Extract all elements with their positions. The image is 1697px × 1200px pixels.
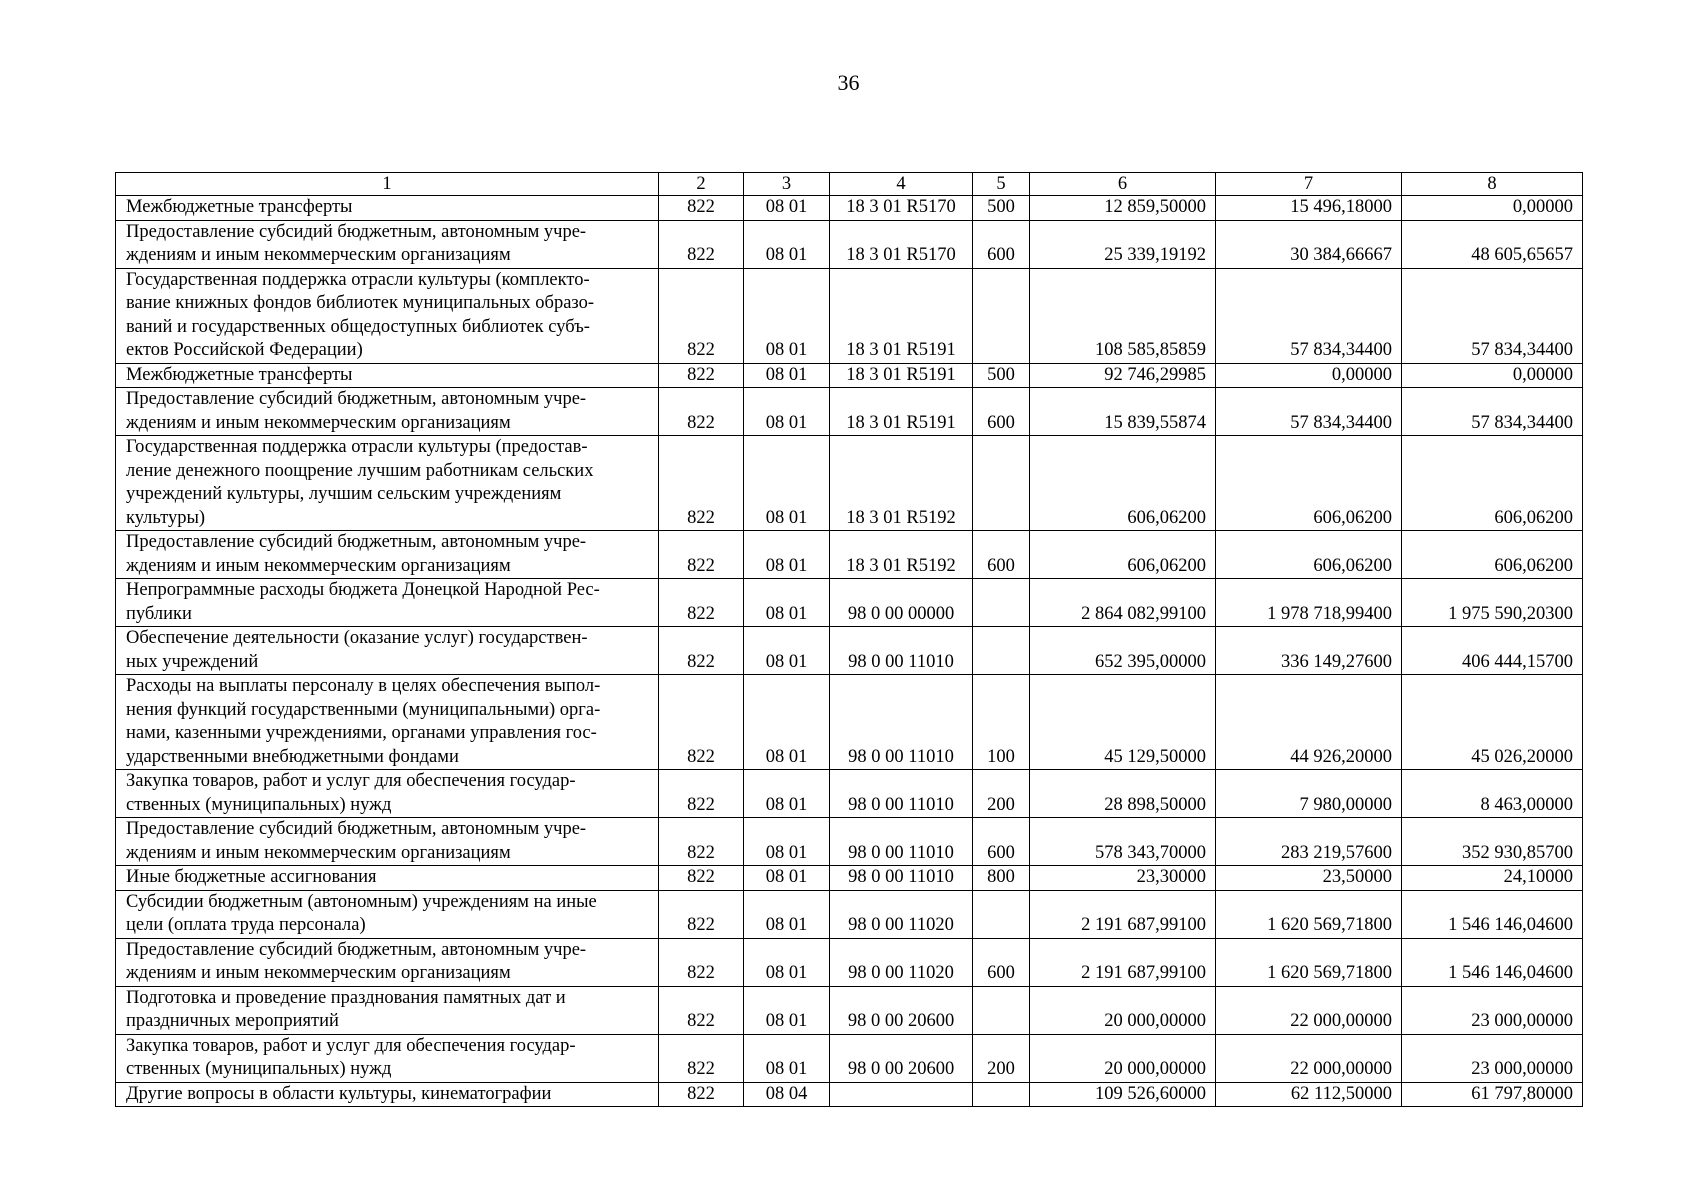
cell-section-code: 08 01 — [744, 866, 830, 891]
cell-expense-type: 200 — [973, 770, 1030, 818]
cell-amount-1: 23,30000 — [1030, 866, 1216, 891]
row-name-cell: Межбюджетные трансферты — [116, 363, 659, 388]
table-row — [116, 890, 1583, 938]
cell-ministry-code: 822 — [659, 818, 744, 866]
cell-target-article: 98 0 00 11010 — [830, 818, 973, 866]
cell-target-article: 18 3 01 R5191 — [830, 363, 973, 388]
row-name-cell: Государственная поддержка отрасли культуры (предостав- ление денежного поощрение лучшим работникам сельских учреждений культуры, лучшим сельским учреждениям культуры) — [116, 436, 659, 531]
cell-target-article: 18 3 01 R5192 — [830, 531, 973, 579]
cell-amount-1: 606,06200 — [1030, 436, 1216, 531]
cell-section-code: 08 01 — [744, 436, 830, 531]
cell-amount-1: 20 000,00000 — [1030, 986, 1216, 1034]
row-name-cell: Иные бюджетные ассигнования — [116, 866, 659, 891]
cell-amount-2: 57 834,34400 — [1216, 388, 1402, 436]
table-row — [116, 986, 1583, 1034]
table-row — [116, 627, 1583, 675]
cell-amount-2: 22 000,00000 — [1216, 986, 1402, 1034]
cell-section-code: 08 01 — [744, 770, 830, 818]
cell-amount-1: 20 000,00000 — [1030, 1034, 1216, 1082]
cell-section-code: 08 01 — [744, 627, 830, 675]
cell-amount-1: 108 585,85859 — [1030, 268, 1216, 363]
header-cell: 2 — [659, 173, 744, 196]
cell-amount-3: 0,00000 — [1402, 363, 1583, 388]
cell-amount-2: 606,06200 — [1216, 531, 1402, 579]
cell-section-code: 08 01 — [744, 220, 830, 268]
cell-amount-3: 24,10000 — [1402, 866, 1583, 891]
cell-amount-1: 45 129,50000 — [1030, 675, 1216, 770]
table-row — [116, 938, 1583, 986]
cell-amount-2: 283 219,57600 — [1216, 818, 1402, 866]
cell-amount-3: 57 834,34400 — [1402, 388, 1583, 436]
cell-amount-2: 1 620 569,71800 — [1216, 890, 1402, 938]
cell-expense-type: 500 — [973, 196, 1030, 221]
table-row — [116, 436, 1583, 531]
cell-amount-1: 2 191 687,99100 — [1030, 938, 1216, 986]
cell-expense-type — [973, 1082, 1030, 1107]
cell-amount-3: 0,00000 — [1402, 196, 1583, 221]
cell-ministry-code: 822 — [659, 675, 744, 770]
cell-amount-3: 352 930,85700 — [1402, 818, 1583, 866]
cell-amount-2: 44 926,20000 — [1216, 675, 1402, 770]
row-name-cell: Субсидии бюджетным (автономным) учреждениям на иные цели (оплата труда персонала) — [116, 890, 659, 938]
cell-section-code: 08 01 — [744, 531, 830, 579]
cell-section-code: 08 01 — [744, 675, 830, 770]
cell-amount-2: 23,50000 — [1216, 866, 1402, 891]
cell-amount-1: 15 839,55874 — [1030, 388, 1216, 436]
header-cell: 5 — [973, 173, 1030, 196]
row-name-cell: Государственная поддержка отрасли культуры (комплекто- вание книжных фондов библиотек муниципальных образо- ваний и государственных общедоступных библиотек субъ- ектов Российской Федерации) — [116, 268, 659, 363]
cell-expense-type: 100 — [973, 675, 1030, 770]
cell-expense-type: 600 — [973, 938, 1030, 986]
cell-amount-1: 652 395,00000 — [1030, 627, 1216, 675]
cell-amount-1: 12 859,50000 — [1030, 196, 1216, 221]
cell-amount-2: 0,00000 — [1216, 363, 1402, 388]
header-cell: 7 — [1216, 173, 1402, 196]
cell-target-article: 98 0 00 20600 — [830, 1034, 973, 1082]
cell-expense-type: 200 — [973, 1034, 1030, 1082]
cell-target-article: 98 0 00 11010 — [830, 770, 973, 818]
table-row — [116, 388, 1583, 436]
table-row — [116, 1082, 1583, 1107]
cell-expense-type: 800 — [973, 866, 1030, 891]
cell-target-article: 98 0 00 20600 — [830, 986, 973, 1034]
table-row — [116, 363, 1583, 388]
cell-ministry-code: 822 — [659, 627, 744, 675]
cell-amount-1: 28 898,50000 — [1030, 770, 1216, 818]
cell-amount-3: 1 546 146,04600 — [1402, 938, 1583, 986]
header-row — [116, 173, 1583, 196]
cell-ministry-code: 822 — [659, 220, 744, 268]
cell-amount-3: 606,06200 — [1402, 531, 1583, 579]
cell-target-article: 98 0 00 11010 — [830, 627, 973, 675]
cell-target-article: 98 0 00 00000 — [830, 579, 973, 627]
cell-amount-3: 23 000,00000 — [1402, 986, 1583, 1034]
cell-expense-type: 600 — [973, 388, 1030, 436]
cell-ministry-code: 822 — [659, 938, 744, 986]
cell-amount-3: 48 605,65657 — [1402, 220, 1583, 268]
cell-target-article — [830, 1082, 973, 1107]
cell-ministry-code: 822 — [659, 579, 744, 627]
table-body — [116, 196, 1583, 1107]
cell-amount-3: 1 975 590,20300 — [1402, 579, 1583, 627]
cell-amount-2: 1 620 569,71800 — [1216, 938, 1402, 986]
cell-ministry-code: 822 — [659, 986, 744, 1034]
header-cell: 1 — [116, 173, 659, 196]
cell-amount-2: 7 980,00000 — [1216, 770, 1402, 818]
cell-ministry-code: 822 — [659, 196, 744, 221]
cell-section-code: 08 01 — [744, 196, 830, 221]
cell-expense-type — [973, 627, 1030, 675]
table-row — [116, 866, 1583, 891]
cell-amount-3: 606,06200 — [1402, 436, 1583, 531]
table-row — [116, 770, 1583, 818]
row-name-cell: Обеспечение деятельности (оказание услуг) государствен- ных учреждений — [116, 627, 659, 675]
cell-expense-type — [973, 890, 1030, 938]
cell-amount-2: 22 000,00000 — [1216, 1034, 1402, 1082]
table-row — [116, 1034, 1583, 1082]
row-name-cell: Предоставление субсидий бюджетным, автономным учре- ждениям и иным некоммерческим организациям — [116, 388, 659, 436]
table-row — [116, 268, 1583, 363]
page-number: 36 — [837, 70, 860, 95]
cell-target-article: 18 3 01 R5191 — [830, 388, 973, 436]
cell-section-code: 08 01 — [744, 268, 830, 363]
cell-section-code: 08 01 — [744, 579, 830, 627]
row-name-cell: Непрограммные расходы бюджета Донецкой Народной Рес- публики — [116, 579, 659, 627]
cell-section-code: 08 01 — [744, 388, 830, 436]
cell-amount-2: 15 496,18000 — [1216, 196, 1402, 221]
cell-section-code: 08 01 — [744, 986, 830, 1034]
table-row — [116, 818, 1583, 866]
cell-amount-1: 578 343,70000 — [1030, 818, 1216, 866]
cell-amount-1: 92 746,29985 — [1030, 363, 1216, 388]
cell-amount-1: 606,06200 — [1030, 531, 1216, 579]
cell-amount-2: 30 384,66667 — [1216, 220, 1402, 268]
cell-amount-3: 23 000,00000 — [1402, 1034, 1583, 1082]
cell-target-article: 18 3 01 R5170 — [830, 220, 973, 268]
cell-amount-1: 2 191 687,99100 — [1030, 890, 1216, 938]
cell-ministry-code: 822 — [659, 268, 744, 363]
cell-amount-2: 57 834,34400 — [1216, 268, 1402, 363]
row-name-cell: Предоставление субсидий бюджетным, автономным учре- ждениям и иным некоммерческим организациям — [116, 531, 659, 579]
header-cell: 8 — [1402, 173, 1583, 196]
cell-expense-type: 500 — [973, 363, 1030, 388]
cell-amount-1: 25 339,19192 — [1030, 220, 1216, 268]
cell-expense-type — [973, 436, 1030, 531]
cell-amount-2: 606,06200 — [1216, 436, 1402, 531]
table-row — [116, 579, 1583, 627]
cell-ministry-code: 822 — [659, 388, 744, 436]
cell-amount-3: 8 463,00000 — [1402, 770, 1583, 818]
table-row — [116, 531, 1583, 579]
cell-section-code: 08 04 — [744, 1082, 830, 1107]
table-row — [116, 675, 1583, 770]
row-name-cell: Закупка товаров, работ и услуг для обеспечения государ- ственных (муниципальных) нужд — [116, 1034, 659, 1082]
cell-target-article: 98 0 00 11010 — [830, 866, 973, 891]
cell-amount-3: 45 026,20000 — [1402, 675, 1583, 770]
cell-ministry-code: 822 — [659, 770, 744, 818]
cell-amount-1: 2 864 082,99100 — [1030, 579, 1216, 627]
header-cell: 3 — [744, 173, 830, 196]
cell-target-article: 98 0 00 11010 — [830, 675, 973, 770]
cell-target-article: 18 3 01 R5191 — [830, 268, 973, 363]
cell-amount-3: 61 797,80000 — [1402, 1082, 1583, 1107]
cell-section-code: 08 01 — [744, 818, 830, 866]
cell-section-code: 08 01 — [744, 1034, 830, 1082]
cell-ministry-code: 822 — [659, 890, 744, 938]
cell-section-code: 08 01 — [744, 363, 830, 388]
cell-ministry-code: 822 — [659, 436, 744, 531]
cell-amount-3: 406 444,15700 — [1402, 627, 1583, 675]
row-name-cell: Предоставление субсидий бюджетным, автономным учре- ждениям и иным некоммерческим организациям — [116, 818, 659, 866]
row-name-cell: Другие вопросы в области культуры, кинематографии — [116, 1082, 659, 1107]
cell-target-article: 98 0 00 11020 — [830, 938, 973, 986]
header-cell: 4 — [830, 173, 973, 196]
row-name-cell: Подготовка и проведение празднования памятных дат и праздничных мероприятий — [116, 986, 659, 1034]
cell-target-article: 18 3 01 R5192 — [830, 436, 973, 531]
cell-amount-3: 57 834,34400 — [1402, 268, 1583, 363]
cell-expense-type — [973, 986, 1030, 1034]
cell-amount-1: 109 526,60000 — [1030, 1082, 1216, 1107]
row-name-cell: Межбюджетные трансферты — [116, 196, 659, 221]
budget-table — [115, 172, 1583, 1107]
cell-section-code: 08 01 — [744, 890, 830, 938]
cell-expense-type: 600 — [973, 818, 1030, 866]
cell-ministry-code: 822 — [659, 531, 744, 579]
cell-expense-type: 600 — [973, 220, 1030, 268]
cell-ministry-code: 822 — [659, 866, 744, 891]
cell-ministry-code: 822 — [659, 1082, 744, 1107]
cell-expense-type — [973, 579, 1030, 627]
cell-section-code: 08 01 — [744, 938, 830, 986]
cell-amount-2: 62 112,50000 — [1216, 1082, 1402, 1107]
row-name-cell: Предоставление субсидий бюджетным, автономным учре- ждениям и иным некоммерческим организациям — [116, 938, 659, 986]
row-name-cell: Закупка товаров, работ и услуг для обеспечения государ- ственных (муниципальных) нужд — [116, 770, 659, 818]
cell-amount-2: 1 978 718,99400 — [1216, 579, 1402, 627]
table-row — [116, 196, 1583, 221]
cell-expense-type: 600 — [973, 531, 1030, 579]
row-name-cell: Предоставление субсидий бюджетным, автономным учре- ждениям и иным некоммерческим организациям — [116, 220, 659, 268]
cell-amount-2: 336 149,27600 — [1216, 627, 1402, 675]
cell-ministry-code: 822 — [659, 363, 744, 388]
cell-expense-type — [973, 268, 1030, 363]
cell-ministry-code: 822 — [659, 1034, 744, 1082]
cell-amount-3: 1 546 146,04600 — [1402, 890, 1583, 938]
cell-target-article: 98 0 00 11020 — [830, 890, 973, 938]
header-cell: 6 — [1030, 173, 1216, 196]
cell-target-article: 18 3 01 R5170 — [830, 196, 973, 221]
row-name-cell: Расходы на выплаты персоналу в целях обеспечения выпол- нения функций государственными (муниципальными) орга- нами, казенными учреждениями, органами управления гос- ударственными внебюджетными фондами — [116, 675, 659, 770]
table-row — [116, 220, 1583, 268]
